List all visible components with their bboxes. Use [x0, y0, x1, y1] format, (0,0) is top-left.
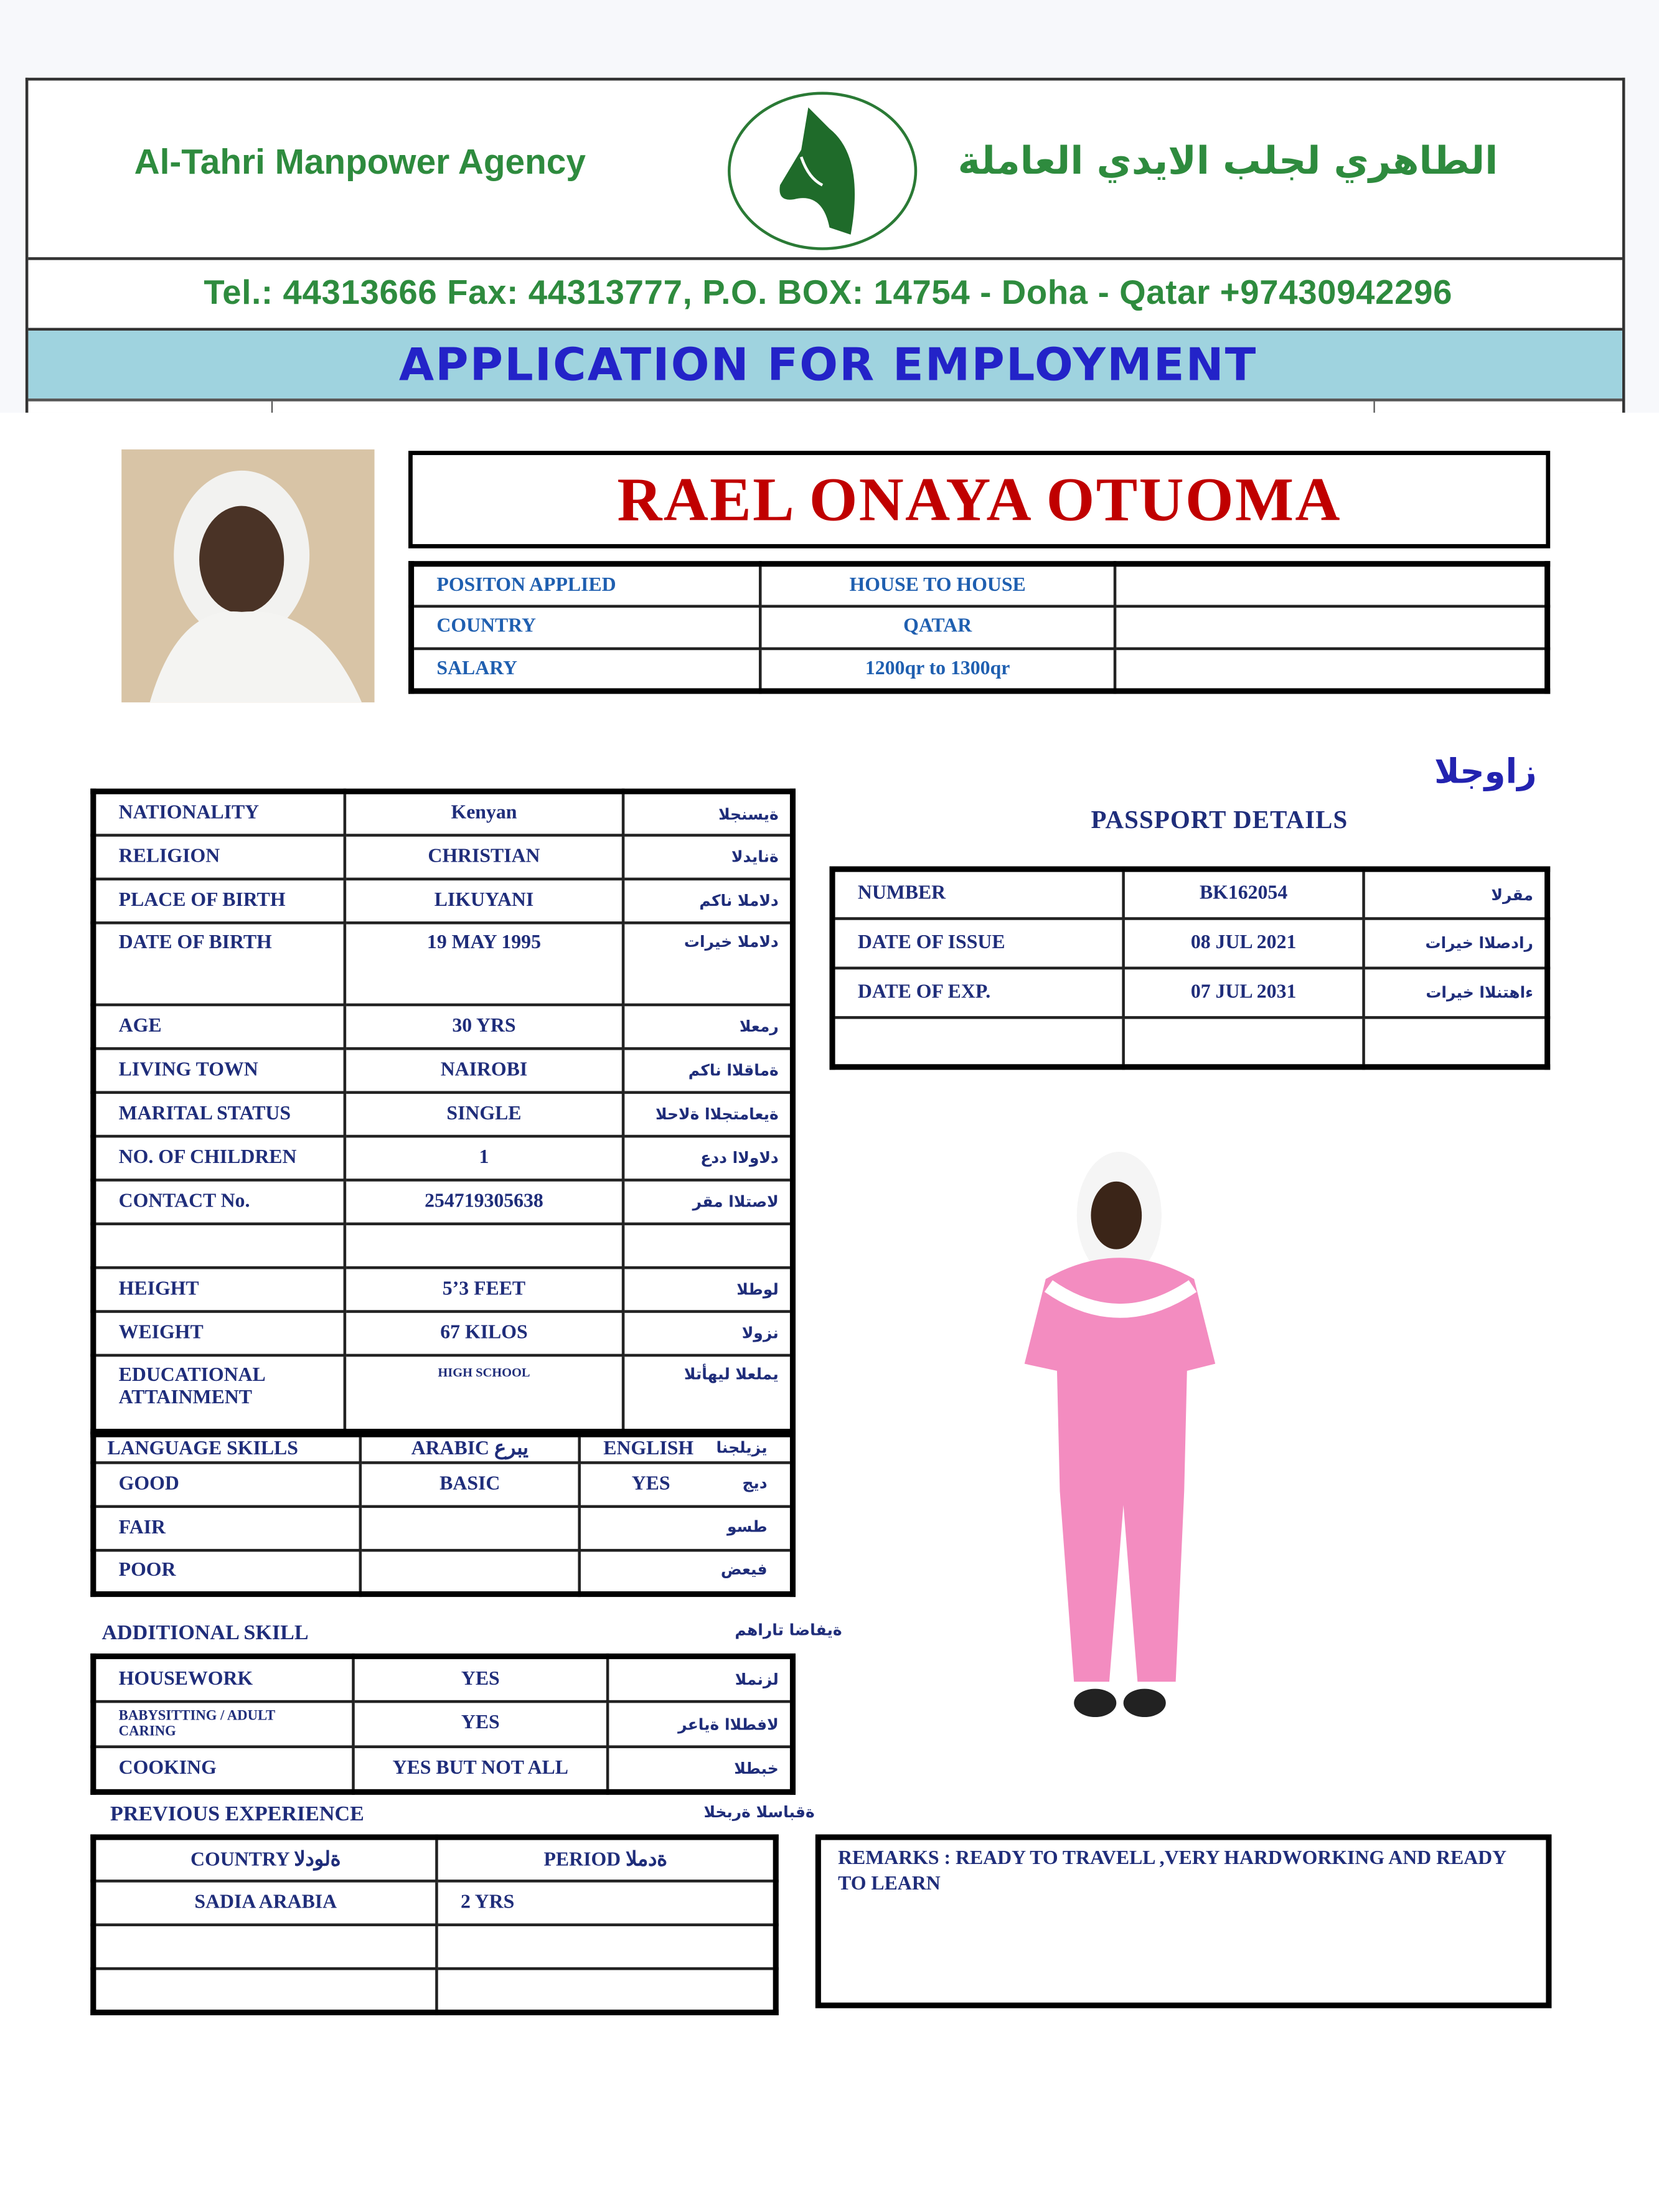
table-cell: HOUSEWORK — [93, 1656, 354, 1701]
table-row — [93, 1550, 793, 1594]
remarks-text: REMARKS : READY TO TRAVELL ,VERY HARDWORKING AND READY TO LEARN — [838, 1848, 1506, 1896]
table-cell: FAIR — [93, 1507, 360, 1550]
table-cell: ءاهتنلاا خيرات — [1364, 968, 1548, 1017]
language-skills-title: LANGUAGE SKILLS — [93, 1434, 360, 1462]
table-row — [93, 923, 793, 1005]
table-cell: LIVING TOWN — [93, 1048, 345, 1092]
table-cell: ةيعامتجلاا ةلاحلا — [623, 1093, 792, 1136]
remarks-box — [815, 1834, 1552, 2008]
table-row — [93, 1312, 793, 1355]
cell-value-ar: فيعض — [720, 1560, 768, 1579]
table-cell — [832, 1017, 1124, 1066]
table-row — [832, 869, 1548, 918]
table-cell: WEIGHT — [93, 1312, 345, 1355]
table-cell: NO. OF CHILDREN — [93, 1136, 345, 1180]
agency-name-en: Al-Tahri Manpower Agency — [134, 143, 586, 182]
additional-skill-title-ar: ةيفاضا تاراهم — [735, 1621, 842, 1640]
experience-table — [90, 1834, 778, 2015]
table-row — [93, 1747, 793, 1792]
table-row — [93, 791, 793, 835]
table-cell: HOUSE TO HOUSE — [760, 564, 1115, 606]
contact-info: Tel.: 44313666 Fax: 44313777, P.O. BOX: 14754 - Doha - Qatar +97430942296 — [28, 257, 1625, 331]
cell-value-ar: طسو — [727, 1517, 768, 1536]
agency-header — [26, 78, 1625, 413]
table-cell: دلاملا خيرات — [623, 923, 792, 1005]
table-cell: 5’3 FEET — [345, 1268, 623, 1311]
table-cell: دلاولاا ددع — [623, 1136, 792, 1180]
previous-experience-title-ar: ةقباسلا ةربخلا — [703, 1803, 815, 1822]
table-cell — [360, 1550, 580, 1594]
table-cell: لوطلا — [623, 1268, 792, 1311]
table-row — [832, 1017, 1548, 1066]
table-cell: CONTACT No. — [93, 1180, 345, 1223]
table-row — [93, 835, 793, 879]
table-cell: ةنايدلا — [623, 835, 792, 879]
table-cell — [1115, 564, 1548, 606]
table-cell — [93, 1224, 345, 1268]
table-row — [93, 1136, 793, 1180]
table-row — [93, 1005, 793, 1048]
horse-logo-icon — [728, 92, 917, 250]
experience-period-header: PERIOD ةدملا — [436, 1837, 776, 1881]
table-cell — [1115, 606, 1548, 649]
table-cell: NAIROBI — [345, 1048, 623, 1092]
previous-experience-title: PREVIOUS EXPERIENCE — [110, 1803, 364, 1826]
table-cell — [580, 1507, 793, 1550]
table-row — [411, 606, 1548, 649]
table-cell: BK162054 — [1124, 869, 1364, 918]
table-row — [93, 1355, 793, 1432]
table-cell: GOOD — [93, 1462, 360, 1506]
table-cell: لزنملا — [608, 1656, 792, 1701]
applicant-name: RAEL ONAYA OTUOMA — [408, 451, 1550, 548]
language-english-header — [580, 1434, 793, 1462]
table-cell — [623, 1224, 792, 1268]
table-cell: 07 JUL 2031 — [1124, 968, 1364, 1017]
table-cell: 30 YRS — [345, 1005, 623, 1048]
form-title: APPLICATION FOR EMPLOYMENT — [28, 331, 1625, 398]
applicant-headshot — [121, 449, 374, 702]
table-cell: 1 — [345, 1136, 623, 1180]
table-cell: ةيسنجلا — [623, 791, 792, 835]
table-cell: Kenyan — [345, 791, 623, 835]
table-cell: DATE OF BIRTH — [93, 923, 345, 1005]
table-cell: PLACE OF BIRTH — [93, 879, 345, 923]
table-cell: HEIGHT — [93, 1268, 345, 1311]
table-row — [93, 1701, 793, 1747]
table-row — [93, 1969, 776, 2012]
table-cell: 19 MAY 1995 — [345, 923, 623, 1005]
language-skills-table — [90, 1432, 796, 1598]
table-row — [93, 1268, 793, 1311]
table-row — [93, 879, 793, 923]
table-cell: POSITON APPLIED — [411, 564, 761, 606]
table-row — [411, 564, 1548, 606]
table-cell — [1364, 1017, 1548, 1066]
table-cell: YES BUT NOT ALL — [354, 1747, 608, 1792]
applicant-full-photo — [1017, 1137, 1222, 1752]
table-cell: 1200qr to 1300qr — [760, 649, 1115, 691]
table-cell: SADIA ARABIA — [93, 1881, 437, 1924]
table-row — [411, 649, 1548, 691]
table-cell — [1124, 1017, 1364, 1066]
table-cell: BABYSITTING / ADULT CARING — [93, 1701, 354, 1747]
table-cell: YES — [354, 1656, 608, 1701]
table-cell: POOR — [93, 1550, 360, 1594]
table-cell: رادصلاا خيرات — [1364, 919, 1548, 968]
table-cell: نزولا — [623, 1312, 792, 1355]
table-cell: 254719305638 — [345, 1180, 623, 1223]
english-label: ENGLISH — [603, 1438, 694, 1459]
cut-row — [28, 398, 1625, 413]
table-cell: ةماقلاا ناكم — [623, 1048, 792, 1092]
table-cell — [93, 1969, 437, 2012]
table-cell: NATIONALITY — [93, 791, 345, 835]
table-cell: لاصتلاا مقر — [623, 1180, 792, 1223]
agency-name-ar: الطاهري لجلب الايدي العاملة — [957, 139, 1498, 184]
table-cell: BASIC — [360, 1462, 580, 1506]
table-cell: QATAR — [760, 606, 1115, 649]
cell-value-ar: ديج — [742, 1473, 768, 1492]
table-cell: NUMBER — [832, 869, 1124, 918]
table-row — [93, 1925, 776, 1969]
table-cell: EDUCATIONAL ATTAINMENT — [93, 1355, 345, 1432]
experience-country-header: COUNTRY ةلودلا — [93, 1837, 437, 1881]
passport-title-ar: زاوجلا — [1434, 751, 1537, 792]
table-cell: لافطلاا ةياعر — [608, 1701, 792, 1747]
table-row — [93, 1093, 793, 1136]
position-table — [408, 561, 1550, 694]
passport-table — [829, 867, 1550, 1070]
table-cell: RELIGION — [93, 835, 345, 879]
language-arabic-header: ARABIC يبرع — [360, 1434, 580, 1462]
table-cell: مقرلا — [1364, 869, 1548, 918]
table-cell: HIGH SCHOOL — [345, 1355, 623, 1432]
table-row — [93, 1881, 776, 1924]
additional-skill-title: ADDITIONAL SKILL — [101, 1622, 309, 1645]
table-cell: COOKING — [93, 1747, 354, 1792]
table-cell: MARITAL STATUS — [93, 1093, 345, 1136]
table-row — [93, 1507, 793, 1550]
table-row — [93, 1462, 793, 1506]
table-row — [93, 1180, 793, 1223]
table-cell: 08 JUL 2021 — [1124, 919, 1364, 968]
table-cell: رمعلا — [623, 1005, 792, 1048]
table-cell — [1115, 649, 1548, 691]
table-cell: 2 YRS — [436, 1881, 776, 1924]
table-row — [93, 1656, 793, 1701]
table-cell: CHRISTIAN — [345, 835, 623, 879]
table-cell: DATE OF EXP. — [832, 968, 1124, 1017]
table-cell — [580, 1550, 793, 1594]
additional-skill-table — [90, 1654, 796, 1795]
table-cell — [436, 1925, 776, 1969]
table-cell: YES — [354, 1701, 608, 1747]
table-cell: DATE OF ISSUE — [832, 919, 1124, 968]
english-label-ar: يزيلجنا — [716, 1438, 768, 1457]
table-cell: SINGLE — [345, 1093, 623, 1136]
table-row — [93, 1048, 793, 1092]
table-row — [832, 919, 1548, 968]
table-cell — [580, 1462, 793, 1506]
table-cell — [345, 1224, 623, 1268]
table-cell: دلاملا ناكم — [623, 879, 792, 923]
personal-details-table — [90, 789, 796, 1434]
table-cell — [360, 1507, 580, 1550]
table-row — [93, 1224, 793, 1268]
table-cell: SALARY — [411, 649, 761, 691]
table-cell: 67 KILOS — [345, 1312, 623, 1355]
table-cell: LIKUYANI — [345, 879, 623, 923]
table-row — [832, 968, 1548, 1017]
table-cell: يملعلا ليهأتلا — [623, 1355, 792, 1432]
passport-title: PASSPORT DETAILS — [1091, 805, 1348, 834]
table-cell — [93, 1925, 437, 1969]
cell-value: YES — [631, 1473, 670, 1495]
table-cell: COUNTRY — [411, 606, 761, 649]
table-cell: AGE — [93, 1005, 345, 1048]
table-cell — [436, 1969, 776, 2012]
table-cell: خبطلا — [608, 1747, 792, 1792]
